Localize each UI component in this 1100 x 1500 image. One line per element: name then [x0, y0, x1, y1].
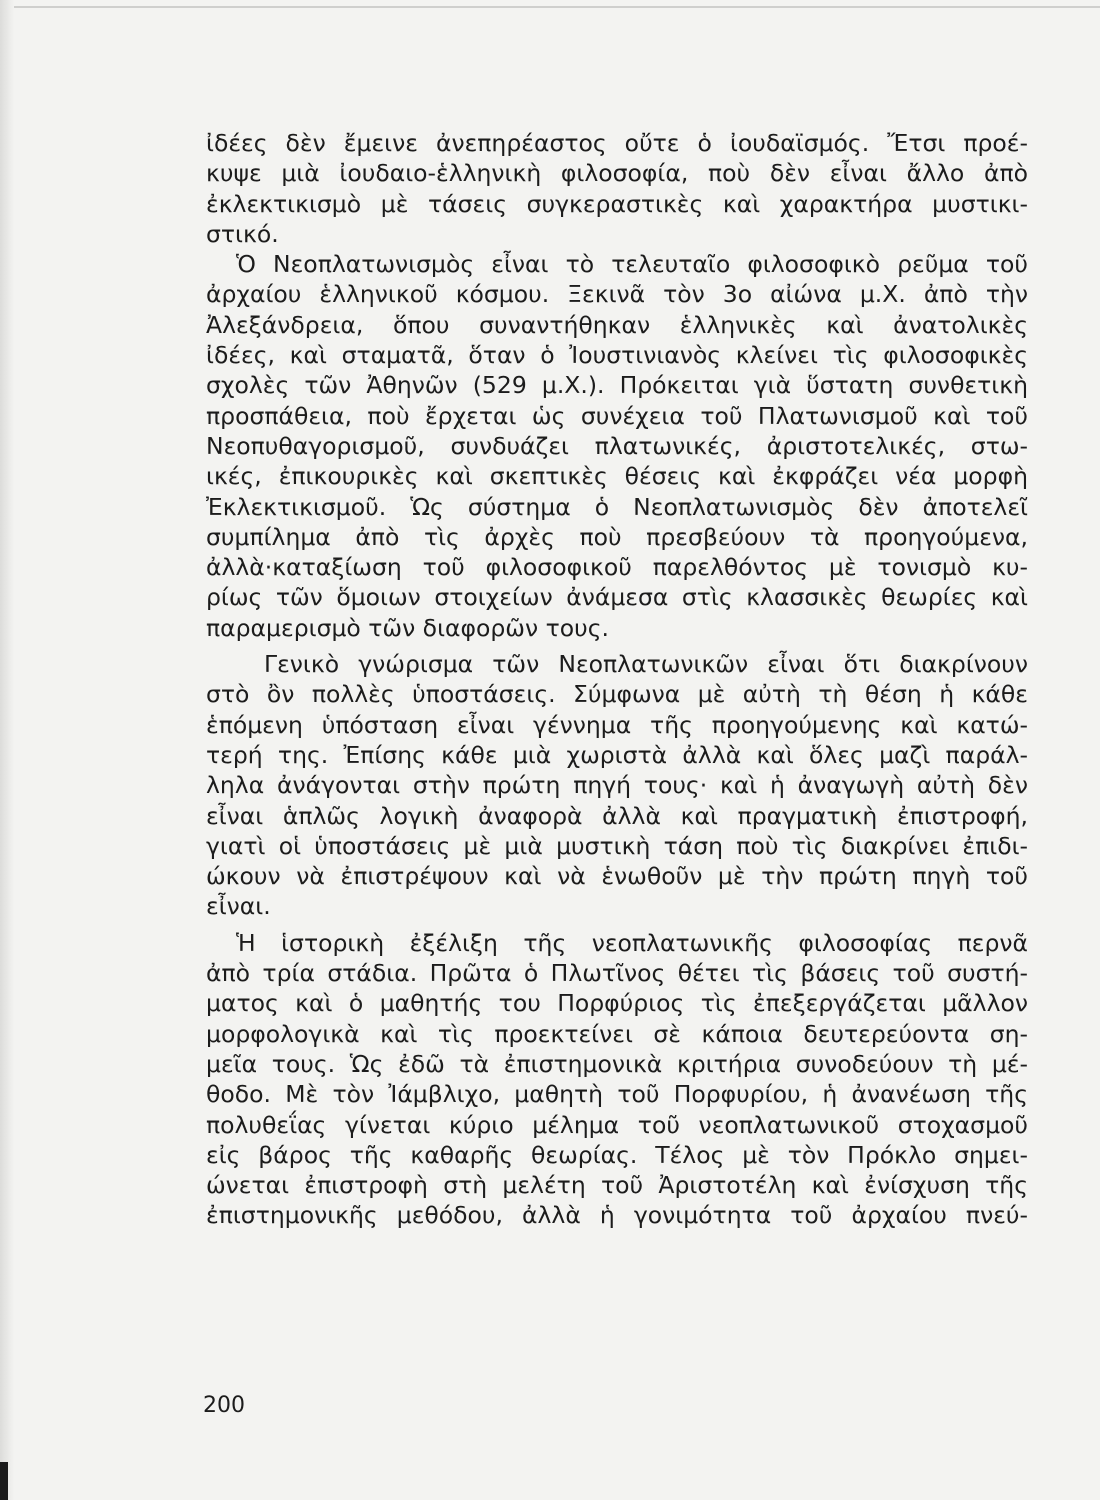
page-gutter-shadow: [0, 0, 14, 1500]
text-line: εἶναι ἁπλῶς λογικὴ ἀναφορὰ ἀλλὰ καὶ πραγματικὴ ἐπιστροφή,: [206, 801, 1028, 830]
text-line: ρίως τῶν ὅμοιων στοιχείων ἀνάμεσα στὶς κλασσικὲς θεωρίες καὶ: [206, 583, 1028, 612]
text-line: ικές, ἐπικουρικὲς καὶ σκεπτικὲς θέσεις καὶ ἐκφράζει νέα μορφὴ: [206, 462, 1028, 491]
text-line: ἐπιστημονικῆς μεθόδου, ἀλλὰ ἡ γονιμότητα τοῦ ἀρχαίου πνεύ-: [206, 1201, 1028, 1230]
text-line: ἐκλεκτικισμὸ μὲ τάσεις συγκεραστικὲς καὶ χαρακτήρα μυστικι-: [206, 189, 1028, 218]
text-line: ματος καὶ ὁ μαθητής του Πορφύριος τὶς ἐπεξεργάζεται μᾶλλον: [206, 989, 1028, 1018]
text-line: ἰδέες δὲν ἔμεινε ἀνεπηρέαστος οὔτε ὁ ἰουδαϊσμός. Ἔτσι προέ-: [206, 129, 1028, 157]
text-line: σχολὲς τῶν Ἀθηνῶν (529 μ.Χ.). Πρόκειται γιὰ ὕστατη συνθετικὴ: [206, 371, 1028, 400]
scan-edge-mark: [0, 1462, 8, 1500]
text-line: θοδο. Μὲ τὸν Ἰάμβλιχο, μαθητὴ τοῦ Πορφυρίου, ἡ ἀνανέωση τῆς: [206, 1080, 1028, 1109]
text-line: ώκουν νὰ ἐπιστρέψουν καὶ νὰ ἑνωθοῦν μὲ τὴν πρώτη πηγὴ τοῦ: [206, 862, 1028, 891]
text-line: προσπάθεια, ποὺ ἔρχεται ὡς συνέχεια τοῦ Πλατωνισμοῦ καὶ τοῦ: [206, 401, 1028, 430]
text-line: Γενικὸ γνώρισμα τῶν Νεοπλατωνικῶν εἶναι ὅτι διακρίνουν: [264, 650, 1028, 679]
text-line: παραμερισμὸ τῶν διαφορῶν τους.: [206, 613, 609, 642]
text-line: στικό.: [206, 219, 279, 248]
text-line: Ὁ Νεοπλατωνισμὸς εἶναι τὸ τελευταῖο φιλοσοφικὸ ρεῦμα τοῦ: [236, 250, 1028, 279]
text-line: στὸ ὂν πολλὲς ὑποστάσεις. Σύμφωνα μὲ αὐτὴ τὴ θέση ἡ κάθε: [206, 680, 1028, 709]
text-line: κυψε μιὰ ἰουδαιο-ἑλληνικὴ φιλοσοφία, ποὺ δὲν εἶναι ἄλλο ἀπὸ: [206, 159, 1028, 188]
body-text: [206, 128, 1028, 1231]
text-line: Ἀλεξάνδρεια, ὅπου συναντήθηκαν ἑλληνικὲς καὶ ἀνατολικὲς: [206, 310, 1028, 339]
text-line: εἶναι.: [206, 892, 271, 921]
text-line: ἰδέες, καὶ σταματᾶ, ὅταν ὁ Ἰουστινιανὸς κλείνει τὶς φιλοσοφικὲς: [206, 341, 1028, 370]
text-line: Ἡ ἱστορικὴ ἐξέλιξη τῆς νεοπλατωνικῆς φιλοσοφίας περνᾶ: [236, 928, 1028, 957]
text-line: ἀπὸ τρία στάδια. Πρῶτα ὁ Πλωτῖνος θέτει τὶς βάσεις τοῦ συστή-: [206, 959, 1028, 988]
text-line: μεῖα τους. Ὡς ἐδῶ τὰ ἐπιστημονικὰ κριτήρια συνοδεύουν τὴ μέ-: [206, 1049, 1028, 1078]
text-line: εἰς βάρος τῆς καθαρῆς θεωρίας. Τέλος μὲ τὸν Πρόκλο σημει-: [206, 1140, 1028, 1169]
text-line: γιατὶ οἱ ὑποστάσεις μὲ μιὰ μυστικὴ τάση ποὺ τὶς διακρίνει ἐπιδι-: [206, 831, 1028, 860]
text-line: μορφολογικὰ καὶ τὶς προεκτείνει σὲ κάποια δευτερεύοντα ση-: [206, 1019, 1028, 1048]
text-line: τερή της. Ἐπίσης κάθε μιὰ χωριστὰ ἀλλὰ καὶ ὅλες μαζὶ παράλ-: [206, 740, 1028, 769]
text-line: ἀρχαίου ἑλληνικοῦ κόσμου. Ξεκινᾶ τὸν 3ο αἰώνα μ.Χ. ἀπὸ τὴν: [206, 280, 1028, 309]
text-line: ἀλλὰ·καταξίωση τοῦ φιλοσοφικοῦ παρελθόντος μὲ τονισμὸ κυ-: [206, 553, 1028, 582]
text-line: Νεοπυθαγορισμοῦ, συνδυάζει πλατωνικές, ἀριστοτελικές, στω-: [206, 431, 1028, 460]
text-line: Ἐκλεκτικισμοῦ. Ὡς σύστημα ὁ Νεοπλατωνισμὸς δὲν ἀποτελεῖ: [206, 492, 1028, 521]
text-line: ληλα ἀνάγονται στὴν πρώτη πηγή τους· καὶ ἡ ἀναγωγὴ αὐτὴ δὲν: [206, 771, 1028, 800]
text-line: ώνεται ἐπιστροφὴ στὴ μελέτη τοῦ Ἀριστοτέλη καὶ ἐνίσχυση τῆς: [206, 1171, 1028, 1200]
page-number: 200: [203, 1393, 245, 1418]
text-line: συμπίλημα ἀπὸ τὶς ἀρχὲς ποὺ πρεσβεύουν τὰ προηγούμενα,: [206, 522, 1028, 551]
text-line: πολυθεΐας γίνεται κύριο μέλημα τοῦ νεοπλατωνικοῦ στοχασμοῦ: [206, 1110, 1028, 1139]
text-line: ἑπόμενη ὑπόσταση εἶναι γέννημα τῆς προηγούμενης καὶ κατώ-: [206, 710, 1028, 739]
page-top-edge: [0, 6, 1100, 8]
